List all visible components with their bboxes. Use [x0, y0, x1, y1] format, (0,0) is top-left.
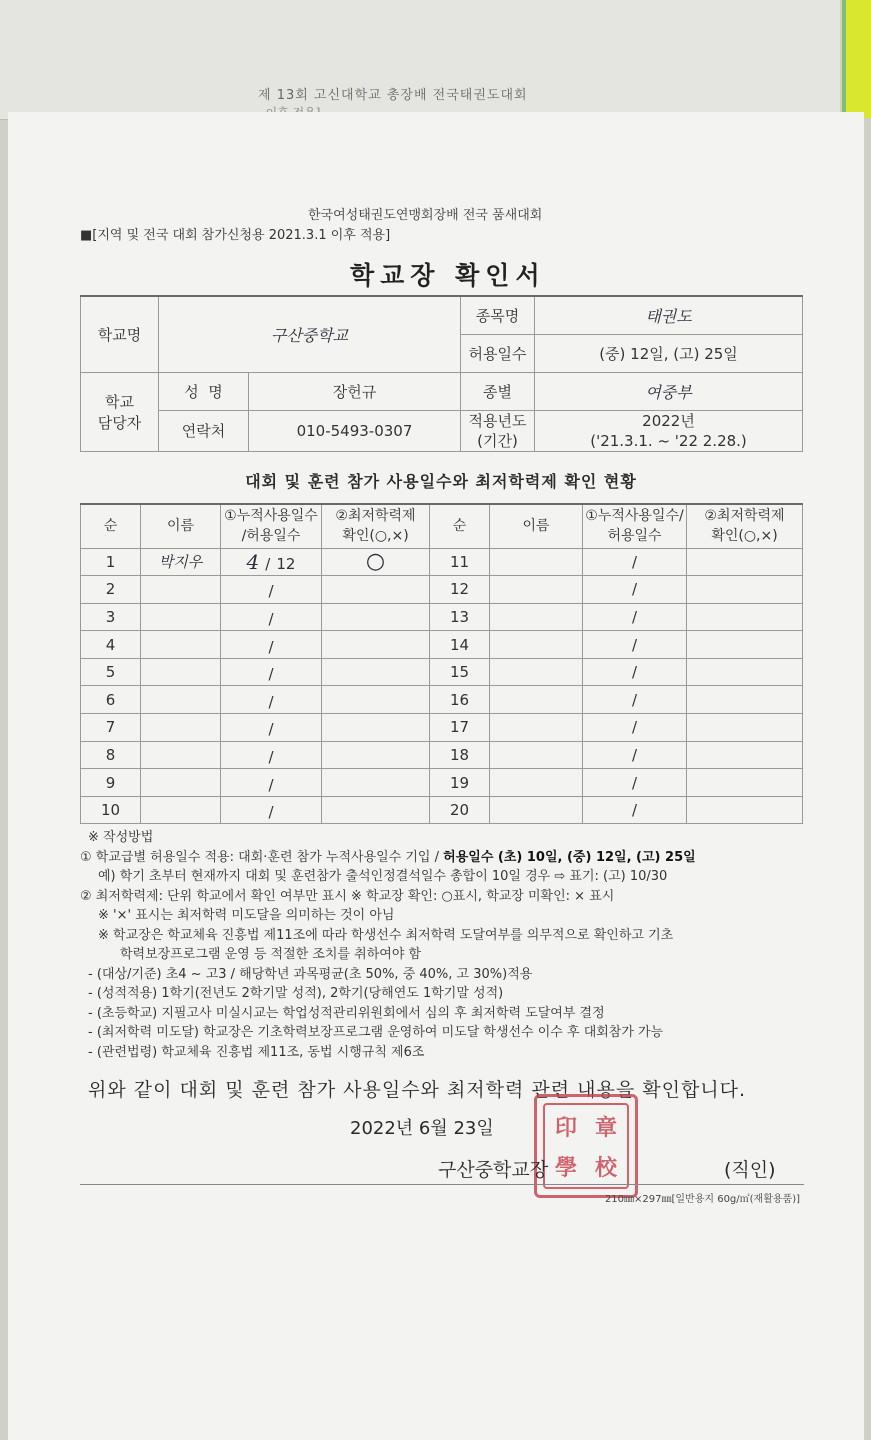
- days-separator: /: [268, 747, 274, 766]
- check-cell: [322, 631, 430, 659]
- table-row: [81, 631, 803, 659]
- athlete-name-right: [490, 796, 583, 824]
- footer-divider: [80, 1184, 804, 1185]
- event-label: 종목명: [461, 296, 535, 334]
- list-body: [81, 548, 803, 824]
- athlete-name: [141, 769, 221, 797]
- manager-label-line1: 학교: [105, 392, 134, 411]
- background-sheet: [0, 0, 840, 120]
- check-cell-right: [687, 769, 803, 797]
- method-line-1a: ① 학교급별 허용일수 적용: 대회·훈련 참가 누적사용일수 기입 /: [80, 849, 444, 865]
- days-separator-right: /: [631, 745, 638, 764]
- check-cell: [322, 548, 430, 576]
- period-value: ('21.3.1. ~ '22 2.28.): [590, 431, 747, 450]
- header-days-right: [583, 504, 687, 548]
- check-cell: [322, 796, 430, 824]
- row-number-right: 20: [430, 796, 490, 824]
- header-check-line1: ②최저학력제: [335, 508, 416, 525]
- row-number-right: 19: [430, 769, 490, 797]
- method-line-1b: 허용일수 (초) 10일, (중) 12일, (고) 25일: [443, 849, 696, 865]
- days-separator-right: /: [631, 801, 638, 820]
- days-cell: [221, 741, 322, 769]
- header-name: 이름: [141, 504, 221, 548]
- check-cell: [322, 603, 430, 631]
- days-separator: /: [268, 582, 274, 601]
- row-number-right: 13: [430, 603, 490, 631]
- check-mark: ○: [365, 549, 386, 575]
- check-cell-right: [687, 576, 803, 604]
- row-number-right: 16: [430, 686, 490, 714]
- row-number-right: 11: [430, 548, 490, 576]
- contact-value: 010-5493-0307: [249, 410, 461, 451]
- days-separator-right: /: [631, 607, 638, 626]
- table-row: [81, 548, 803, 576]
- seal-glyph-2: 章: [595, 1115, 618, 1141]
- row-number-right: 18: [430, 741, 490, 769]
- check-cell: [322, 741, 430, 769]
- table-row: [81, 714, 803, 742]
- days-cell-right: [583, 796, 687, 824]
- athlete-name-right: [490, 548, 583, 576]
- header-days-line2: /허용일수: [241, 528, 301, 545]
- days-cell-right: [583, 769, 687, 797]
- document-paper: [8, 112, 864, 1440]
- days-separator: /: [268, 803, 274, 822]
- method-line-3: ② 최저학력제: 단위 학교에서 확인 여부만 표시 ※ 학교장 확인: ○표시, 학교장 미확인: × 표시: [80, 888, 615, 904]
- writing-method: [80, 828, 804, 1062]
- method-line-9: - (초등학교) 지필고사 미실시교는 학업성적관리위원회에서 심의 후 최저학력 도달여부 결정: [88, 1005, 605, 1021]
- athlete-name-right: [490, 603, 583, 631]
- status-title: 대회 및 훈련 참가 사용일수와 최저학력제 확인 현황: [245, 472, 637, 491]
- info-table: [80, 295, 803, 452]
- days-cell-right: [583, 714, 687, 742]
- allowed-days-value: (중) 12일, (고) 25일: [535, 334, 803, 372]
- header-days-line1: ①누적사용일수: [224, 508, 318, 525]
- days-separator-right: /: [631, 663, 638, 682]
- table-row: [81, 658, 803, 686]
- manager-label: [81, 372, 159, 451]
- check-cell: [322, 686, 430, 714]
- header-check-right-line2: 확인(○,×): [711, 528, 778, 545]
- name-value: 장헌규: [249, 372, 461, 410]
- row-number: 2: [81, 576, 141, 604]
- official-seal: [534, 1094, 638, 1198]
- year-label-line1: 적용년도: [468, 411, 527, 430]
- days-cell: [221, 576, 322, 604]
- seal-glyph-3: 學: [555, 1155, 578, 1181]
- seal-glyph-1: 印: [555, 1115, 578, 1141]
- days-cell: [221, 714, 322, 742]
- check-cell: [322, 769, 430, 797]
- document-date: 2022년 6월 23일: [350, 1118, 494, 1139]
- category-value: 여중부: [535, 372, 803, 410]
- row-number: 4: [81, 631, 141, 659]
- check-cell-right: [687, 603, 803, 631]
- method-line-8: - (성적적용) 1학기(전년도 2학기말 성적), 2학기(당해연도 1학기말 성적): [88, 986, 504, 1001]
- header-days-right-line2: 허용일수: [607, 528, 662, 545]
- header-check-line2: 확인(○,×): [342, 528, 409, 545]
- days-cell: [221, 658, 322, 686]
- allowed-days: 12: [276, 554, 296, 573]
- check-cell-right: [687, 714, 803, 742]
- year-value: 2022년: [642, 411, 695, 430]
- seal-glyph-4: 校: [595, 1155, 618, 1181]
- confirmation-statement: 위와 같이 대회 및 훈련 참가 사용일수와 최저학력 관련 내용을 확인합니다.: [88, 1079, 747, 1101]
- days-separator: /: [268, 637, 274, 656]
- table-row: [81, 686, 803, 714]
- row-number: 7: [81, 714, 141, 742]
- days-separator-right: /: [631, 773, 638, 792]
- check-cell-right: [687, 658, 803, 686]
- check-cell: [322, 576, 430, 604]
- row-number: 6: [81, 686, 141, 714]
- row-number-right: 15: [430, 658, 490, 686]
- athlete-name: [141, 686, 221, 714]
- header-no-right: 순: [430, 504, 490, 548]
- athlete-name-right: [490, 631, 583, 659]
- athlete-name: [141, 658, 221, 686]
- row-number: 5: [81, 658, 141, 686]
- days-cell: [221, 603, 322, 631]
- check-cell-right: [687, 741, 803, 769]
- row-number: 10: [81, 796, 141, 824]
- header-name-right: 이름: [490, 504, 583, 548]
- check-cell-right: [687, 631, 803, 659]
- days-separator-right: /: [631, 718, 638, 737]
- days-cell-right: [583, 631, 687, 659]
- usage-note: ■[지역 및 전국 대회 참가신청용 2021.3.1 이후 적용]: [80, 228, 391, 243]
- row-number: 3: [81, 603, 141, 631]
- days-separator: /: [268, 692, 274, 711]
- days-separator: /: [268, 665, 274, 684]
- list-header-row: [81, 504, 803, 548]
- table-row: [81, 576, 803, 604]
- year-label-line2: (기간): [477, 431, 518, 450]
- event-value: 태권도: [535, 296, 803, 334]
- method-line-11: - (관련법령) 학교체육 진흥법 제11조, 동법 시행규칙 제6조: [88, 1044, 425, 1060]
- name-label: 성 명: [159, 372, 249, 410]
- days-cell: [221, 686, 322, 714]
- days-separator: /: [268, 609, 274, 628]
- row-number: 1: [81, 548, 141, 576]
- header-check-right-line1: ②최저학력제: [704, 508, 785, 525]
- header-days-right-line1: ①누적사용일수/: [585, 508, 684, 525]
- days-separator: /: [265, 554, 271, 573]
- athlete-name: [141, 741, 221, 769]
- athlete-name: [141, 631, 221, 659]
- check-cell: [322, 658, 430, 686]
- method-line-1: [80, 848, 804, 868]
- year-label: [461, 410, 535, 451]
- table-row: [81, 741, 803, 769]
- days-cell: [221, 631, 322, 659]
- method-line-6: 학력보장프로그램 운영 등 적절한 조치를 취하여야 함: [120, 947, 422, 962]
- athlete-name-right: [490, 686, 583, 714]
- background-sheet-title: 제 13회 고신대학교 총장배 전국태권도대회: [258, 88, 528, 103]
- days-cell-right: [583, 658, 687, 686]
- header-no: 순: [81, 504, 141, 548]
- check-cell-right: [687, 796, 803, 824]
- athlete-name-right: [490, 769, 583, 797]
- row-number-right: 17: [430, 714, 490, 742]
- header-check-right: [687, 504, 803, 548]
- days-cell-right: [583, 603, 687, 631]
- method-line-4: ※ '×' 표시는 최저학력 미도달을 의미하는 것이 아님: [98, 908, 395, 923]
- athlete-list-table: [80, 503, 803, 824]
- competition-subtitle: 한국여성태권도연맹회장배 전국 품새대회: [308, 208, 543, 223]
- contact-label: 연락처: [159, 410, 249, 451]
- row-number-right: 14: [430, 631, 490, 659]
- athlete-name-right: [490, 658, 583, 686]
- yellow-edge: [846, 0, 871, 118]
- category-label: 종별: [461, 372, 535, 410]
- method-line-5: ※ 학교장은 학교체육 진흥법 제11조에 따라 학생선수 최저학력 도달여부를 의무적으로 확인하고 기초: [98, 927, 674, 943]
- days-separator-right: /: [631, 552, 638, 571]
- days-separator-right: /: [631, 580, 638, 599]
- athlete-name-right: [490, 741, 583, 769]
- table-row: [81, 603, 803, 631]
- days-separator-right: /: [631, 635, 638, 654]
- days-cell: [221, 796, 322, 824]
- check-cell: [322, 714, 430, 742]
- seal-label: (직인): [724, 1159, 776, 1181]
- allowed-days-label: 허용일수: [461, 334, 535, 372]
- athlete-name: [141, 796, 221, 824]
- days-cell-right: [583, 576, 687, 604]
- paper-spec: 210㎜×297㎜[일반용지 60g/㎡(재활용품)]: [604, 1194, 800, 1205]
- page-title: 학교장 확인서: [350, 261, 546, 290]
- days-cell: [221, 548, 322, 576]
- row-number-right: 12: [430, 576, 490, 604]
- row-number: 9: [81, 769, 141, 797]
- school-label: 학교명: [81, 296, 159, 372]
- method-line-10: - (최저학력 미도달) 학교장은 기초학력보장프로그램 운영하여 미도달 학생선수 이수 후 대회참가 가능: [88, 1025, 664, 1040]
- days-cell-right: [583, 548, 687, 576]
- athlete-name-right: [490, 714, 583, 742]
- method-title: ※ 작성방법: [88, 830, 154, 845]
- manager-label-line2: 담당자: [97, 413, 142, 432]
- athlete-name-right: [490, 576, 583, 604]
- days-cell: [221, 769, 322, 797]
- method-line-7: - (대상/기준) 초4 ~ 고3 / 해당학년 과목평균(초 50%, 중 40%, 고 30%)적용: [88, 966, 533, 982]
- principal-name: 구산중학교장: [438, 1159, 549, 1181]
- days-separator-right: /: [631, 690, 638, 709]
- used-days: 4: [246, 549, 260, 574]
- header-days: [221, 504, 322, 548]
- table-row: [81, 796, 803, 824]
- athlete-name: [141, 576, 221, 604]
- school-value: 구산중학교: [159, 296, 461, 372]
- table-row: [81, 769, 803, 797]
- method-line-2: 예) 학기 초부터 현재까지 대회 및 훈련참가 출석인정결석일수 총합이 10일 경우 ⇨ 표기: (고) 10/30: [98, 869, 668, 884]
- row-number: 8: [81, 741, 141, 769]
- days-cell-right: [583, 741, 687, 769]
- header-check: [322, 504, 430, 548]
- athlete-name: 박지우: [141, 548, 221, 576]
- athlete-name: [141, 714, 221, 742]
- days-cell-right: [583, 686, 687, 714]
- athlete-name: [141, 603, 221, 631]
- check-cell-right: [687, 686, 803, 714]
- days-separator: /: [268, 775, 274, 794]
- check-cell-right: [687, 548, 803, 576]
- year-value-cell: [535, 410, 803, 451]
- days-separator: /: [268, 720, 274, 739]
